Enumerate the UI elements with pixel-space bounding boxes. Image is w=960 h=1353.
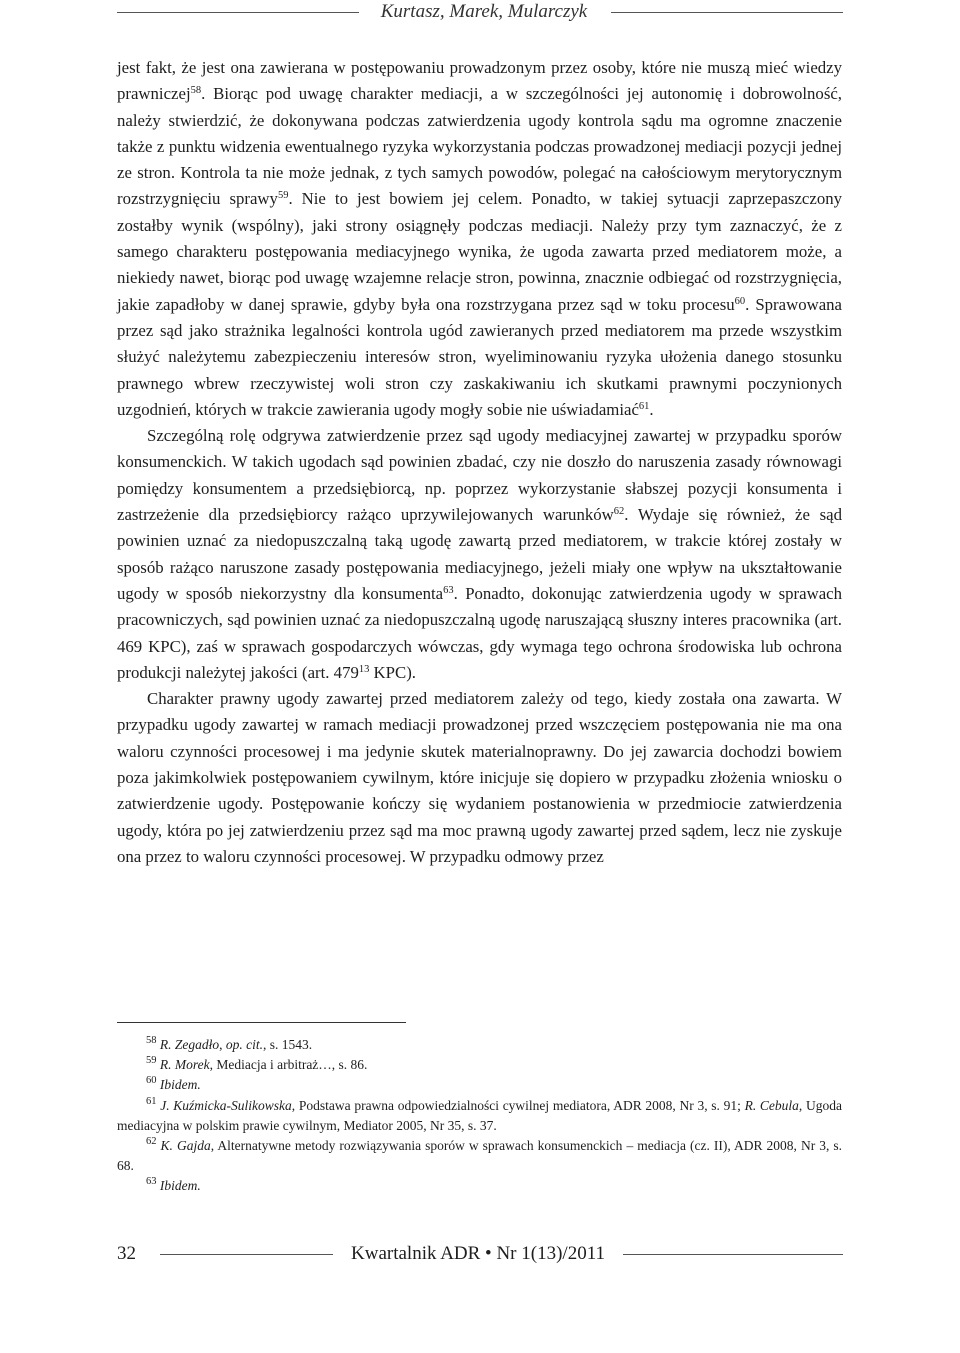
running-footer	[117, 1242, 843, 1266]
footnote-ref-60: 60	[734, 295, 746, 307]
text-span: . Sprawowana przez sąd jako strażnika legalności kontrola ugód zawieranych przed mediatorem ma przede wszystkim służyć należytemu zabezpieczeniu interesów stron, wyeliminowaniu ryzyka ułożenia danego stosunku prawnego wbrew rzeczywistej woli stron czy zaskakiwaniu ich skutkami prawnymi poczynionych uzgodnień, których w trakcie zawierania ugody mogły sobie nie uświadamiać	[117, 294, 842, 419]
article-superscript: 13	[358, 663, 370, 675]
page-number: 32	[117, 1243, 136, 1264]
text-span: . Ponadto, dokonując zatwierdzenia ugody w sprawach pracowniczych, sąd powinien uznać za niedopuszczalną ugodę naruszającą słuszny interes pracownika (art. 469 KPC), zaś w sprawach gospodarczych wówczas, gdy wymaga tego ochrona środowiska lub ochrona produkcji należytej jakości (art. 479	[117, 583, 842, 682]
footnote-62	[117, 1136, 842, 1176]
footnote-number: 62	[146, 1136, 157, 1148]
text-span: . Wydaje się również, że sąd powinien uznać za niedopuszczalną taką ugodę zawartą przed mediatorem, w trakcie której zostały w sposób rażąco naruszone zasady postępowania mediacyjnego, jeżeli miały one wpływ na ukształtowanie ugody w sposób niekorzystny dla konsumenta	[117, 505, 842, 603]
footnote-separator	[117, 1022, 406, 1023]
footnote-text: , Podstawa prawna odpowiedzialności cywilnej mediatora, ADR 2008, Nr 3, s. 91;	[291, 1097, 745, 1113]
footnote-author: R. Morek	[159, 1057, 210, 1073]
footnote-text: , Mediacja i arbitraż…, s. 86.	[209, 1057, 368, 1073]
footnote-author: R. Cebula	[744, 1097, 799, 1113]
footnote-author: R. Zegadło	[159, 1037, 220, 1052]
footnote-author: Ibidem.	[159, 1178, 201, 1194]
footnote-number: 61	[146, 1095, 157, 1107]
text-span: Szczególną rolę odgrywa zatwierdzenie przez sąd ugody mediacyjnej zawartej w przypadku sporów konsumenckich. W takich ugodach sąd powinien zbadać, czy nie doszło do naruszenia zasady równowagi pomiędzy konsumentem a przedsiębiorcą, np. poprzez wykorzystanie słabszej pozycji konsumenta i zastrzeżenie dla przedsiębiorcy rażąco uprzywilejowanych warunków	[117, 426, 842, 525]
footnotes	[117, 1035, 842, 1197]
footnote-author: K. Gajda	[160, 1138, 211, 1154]
text-span: . Nie to jest bowiem jej celem. Ponadto, w takiej sytuacji zaprzepaszczony zostałby wynik (wspólny), jaki strony osiągnęły podczas mediacji. Należy przy tym zaznaczyć, że z samego charakteru postępowania mediacyjnego wynika, że ugoda zawarta przed mediatorem może, a niekiedy nawet, biorąc pod uwagę wzajemne relacje stron, powinna, znacznie odbiegać od rozstrzygnięcia, jakie zapadłoby w danej sprawie, gdyby była ona rozstrzygana przez sąd w toku procesu	[117, 189, 842, 314]
footnote-ref-59: 59	[277, 190, 289, 202]
footnote-ref-62: 62	[613, 506, 625, 518]
journal-title: Kwartalnik ADR • Nr 1(13)/2011	[351, 1243, 605, 1264]
main-text	[117, 55, 842, 870]
footnote-text: , Alternatywne metody rozwiązywania sporów w sprawach konsumenckich – mediacja (cz. II), ADR 2008, Nr 3, s. 68.	[117, 1138, 842, 1174]
text-span: jest fakt, że jest ona zawierana w postępowaniu prowadzonym przez osoby, które nie muszą mieć wiedzy prawniczej	[117, 58, 842, 104]
footnote-number: 58	[146, 1035, 157, 1046]
footnote-ref-63: 63	[443, 584, 454, 596]
footnote-text: , s. 1543.	[263, 1037, 313, 1052]
text-span: . Biorąc pod uwagę charakter mediacji, a w szczególności jej autonomię i dobrowolność, należy stwierdzić, że dokonywana podczas zatwierdzenia ugody kontrola sądu ma ogromne znaczenie także z punktu widzenia ewentualnego ryzyka wykorzystania podczas prowadzonej mediacji pozycji jednej ze stron. Kontrola ta nie może jednak, z tych samych powodów, polegać na całościowym merytorycznym rozstrzygnięciu sprawy	[117, 84, 842, 209]
text-span: KPC).	[369, 662, 416, 682]
footnote-number: 60	[146, 1075, 157, 1087]
footnote-number: 63	[146, 1176, 157, 1188]
footnote-ref-58: 58	[190, 85, 202, 97]
text-span: .	[649, 399, 654, 419]
footnote-author: J. Kuźmicka-Sulikowska	[160, 1097, 292, 1113]
footnote-59	[117, 1055, 842, 1075]
footnote-work: op. cit.	[225, 1037, 263, 1052]
footnote-text: , Ugoda mediacyjna w polskim prawie cywilnym, Mediator 2005, Nr 35, s. 37.	[117, 1097, 842, 1133]
footnote-ref-61: 61	[638, 400, 650, 412]
header-rule-left	[117, 12, 359, 13]
header-authors: Kurtasz, Marek, Mularczyk	[380, 1, 588, 22]
footnote-60	[117, 1075, 842, 1095]
header-rule-right	[611, 12, 843, 13]
footnote-number: 59	[146, 1055, 157, 1067]
paragraph-1	[117, 55, 842, 423]
paragraph-2	[117, 423, 842, 686]
footnote-author: Ibidem.	[159, 1077, 201, 1093]
paragraph-3: Charakter prawny ugody zawartej przed mediatorem zależy od tego, kiedy została ona zawarta. W przypadku ugody zawartej w ramach mediacji prowadzonej przed wszczęciem postępowania nie ma ona waloru czynności procesowej i ma jedynie skutek materialnoprawny. Do jej zawarcia dochodzi bowiem poza jakimkolwiek postępowaniem cywilnym, które inicjuje się dopiero w przypadku złożenia wniosku o zatwierdzenie ugody. Postępowanie kończy się wydaniem postanowienia w przedmiocie zatwierdzenia ugody, która po jej zatwierdzeniu przez sąd ma moc prawną ugody zawartej przed sądem, lecz nie zyskuje ona przez to waloru czynności procesowej. W przypadku odmowy przez	[117, 689, 842, 866]
footnote-63	[117, 1176, 842, 1196]
footer-rule-left	[160, 1254, 333, 1255]
footnote-58	[117, 1035, 842, 1055]
footer-rule-right	[623, 1254, 843, 1255]
footnote-61	[117, 1096, 842, 1136]
running-header	[117, 0, 843, 24]
footnote-text: ,	[219, 1037, 226, 1052]
